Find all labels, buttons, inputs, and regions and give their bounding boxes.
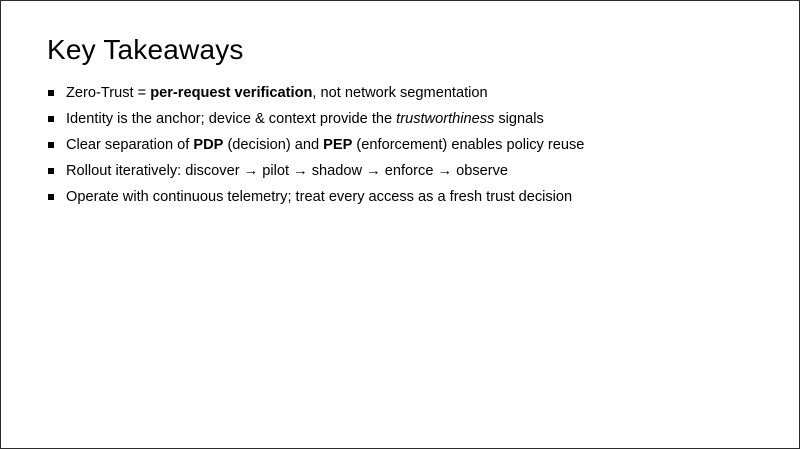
bullet-text-segment: (enforcement) enables policy reuse [352, 137, 585, 153]
bullet-text-bold: per-request verification [150, 85, 313, 101]
bullet-text-segment: , not network segmentation [312, 85, 488, 101]
bullet-text-segment: Zero-Trust = [66, 85, 151, 101]
bullet-item [47, 133, 584, 159]
bullet-text-bold: PEP [323, 137, 353, 153]
bullet-list [47, 81, 584, 211]
square-bullet-icon [48, 168, 54, 174]
bullet-text-bold: PDP [193, 137, 224, 153]
square-bullet-icon [48, 90, 54, 96]
bullet-text-segment: signals [494, 111, 544, 127]
bullet-text-segment: (decision) and [223, 137, 324, 153]
square-bullet-icon [48, 116, 54, 122]
bullet-text-segment: Identity is the anchor; device & context provide the [66, 111, 397, 127]
bullet-text-segment: Operate with continuous telemetry; treat every access as a fresh trust decision [66, 189, 573, 205]
bullet-item [47, 185, 584, 211]
square-bullet-icon [48, 194, 54, 200]
square-bullet-icon [48, 142, 54, 148]
bullet-text-italic: trustworthiness [396, 111, 495, 127]
bullet-text-segment: Clear separation of [66, 137, 194, 153]
bullet-item [47, 159, 584, 185]
bullet-text-segment: Rollout iteratively: discover → pilot → shadow → enforce → observe [66, 163, 509, 179]
bullet-item [47, 107, 584, 133]
bullet-item [47, 81, 584, 107]
slide-title: Key Takeaways [47, 34, 244, 65]
